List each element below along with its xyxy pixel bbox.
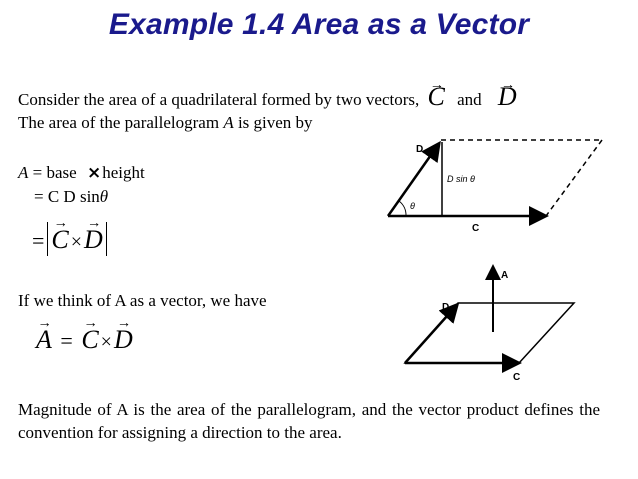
formula-theta: θ [99,187,109,206]
area-variable: A [223,113,234,132]
diagram2-label-c: C [513,372,521,382]
formula-height: height [102,163,145,182]
parallelogram-diagram [380,128,620,238]
dashed-right-edge [546,140,602,216]
area-vector-diagram [395,262,595,382]
abs-bar-left [47,222,48,256]
formula-3-eq: = [32,228,45,253]
formula-cdsin: = C D sin [34,187,100,206]
vec-eq-a: → A [36,325,52,355]
vector-d-symbol: → D [498,87,517,107]
angle-arc [399,201,406,216]
abs-bar-right [106,222,107,256]
conclusion-paragraph: Magnitude of A is the area of the parallelogram, and the vector product defines the convention for assigning a direction to the area. [18,400,600,442]
diagram1-label-c: C [472,223,480,234]
vec-eq-c: → C [81,325,98,355]
vec-eq-times: × [100,331,112,353]
vector-d-arrow-2 [405,306,456,363]
times-symbol: × [86,163,102,183]
formula-line-1 [18,163,145,183]
vector-c-symbol: → C [428,87,445,107]
vector-equation [36,325,133,357]
formula-3-d: → D [84,225,103,255]
diagram2-label-a: A [501,270,509,281]
intro-line-2 [18,113,313,133]
diagram1-label-theta: θ [410,201,415,211]
formula-line-2 [34,187,108,207]
slide-title: Example 1.4 Area as a Vector [108,8,530,41]
formula-3-times: × [70,231,83,253]
vector-intro: If we think of A as a vector, we have [18,291,267,310]
formula-line-3 [32,222,110,257]
diagram1-label-d: D [416,144,424,155]
and-text: and [457,90,482,109]
intro-line-2-a: The area of the parallelogram [18,113,220,132]
intro-text: Consider the area of a quadrilateral formed by two vectors, [18,90,420,109]
diagram2-label-d: D [442,302,450,313]
intro-line-2-b: is given by [237,113,313,132]
vec-eq-equals: = [60,328,73,353]
intro-line-1 [18,82,517,111]
formula-3-c: → C [51,225,68,255]
formula-base: = base [32,163,77,182]
diagram1-label-height: D sin θ [447,174,475,184]
vec-eq-d: → D [114,325,133,355]
formula-a: A [18,163,29,182]
